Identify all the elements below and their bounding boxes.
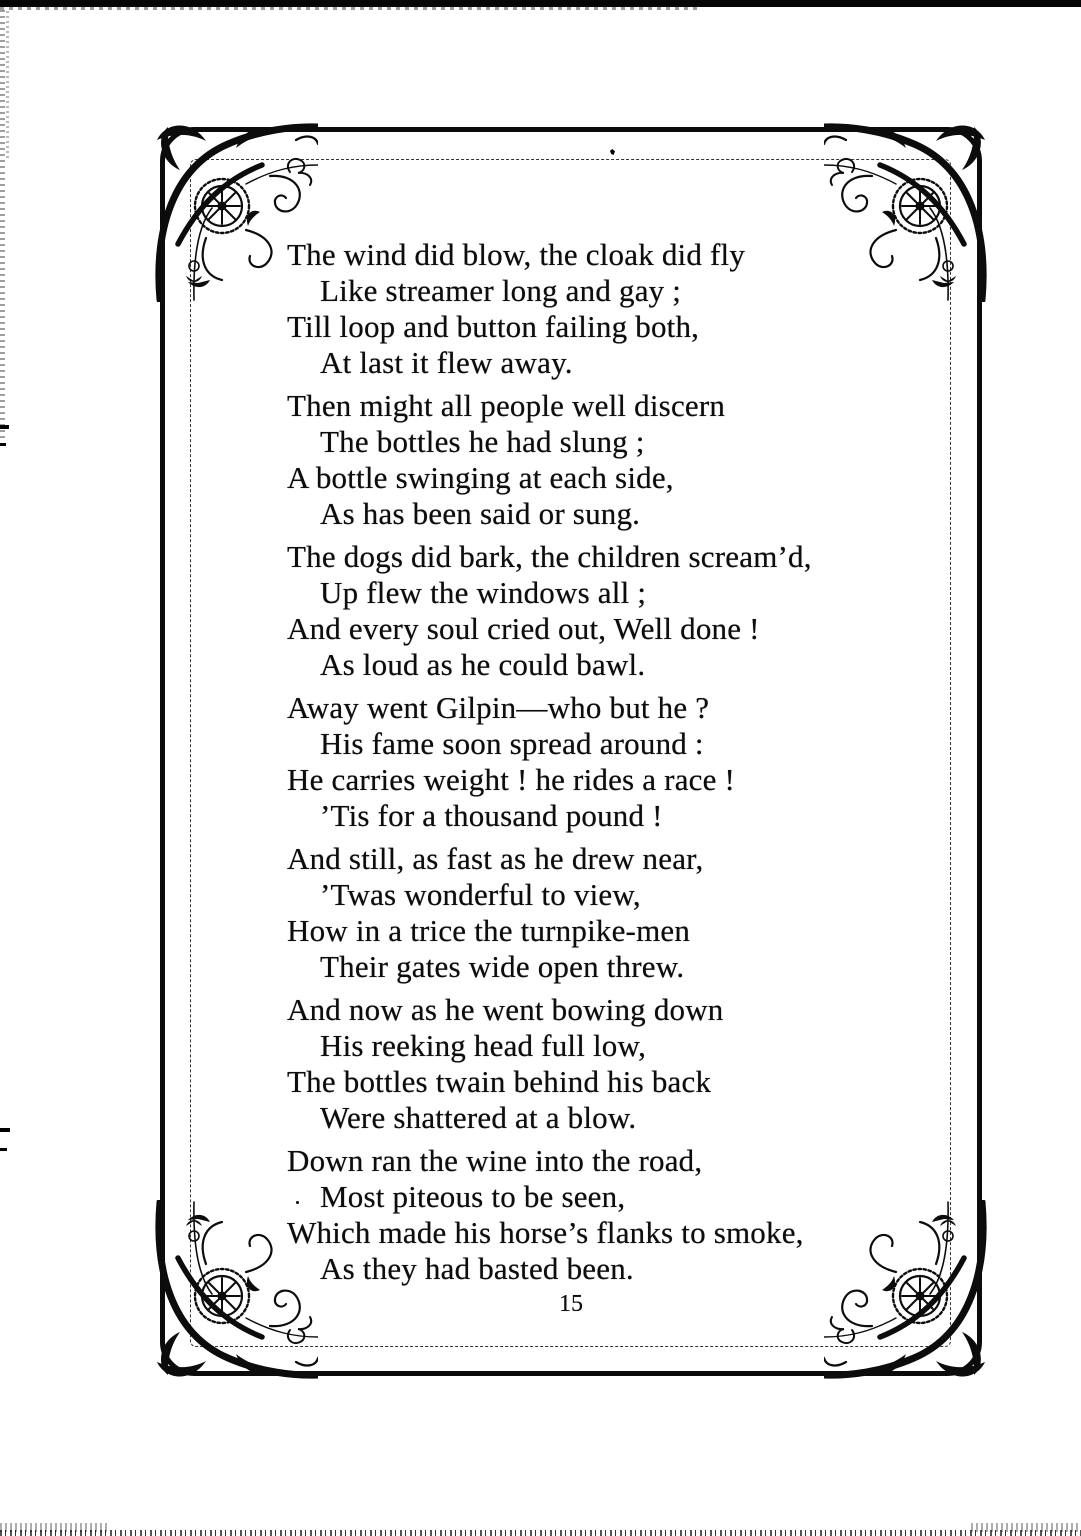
poem-line: ’Twas wonderful to view, bbox=[320, 877, 641, 912]
poem-line: ’Tis for a thousand pound ! bbox=[320, 798, 663, 833]
poem-stanza bbox=[287, 992, 812, 1136]
scan-speck bbox=[0, 1128, 10, 1132]
scan-edge-artifact-top bbox=[0, 7, 700, 10]
poem-line: Most piteous to be seen, bbox=[320, 1179, 626, 1214]
scan-edge-artifact-left bbox=[6, 8, 9, 158]
scan-speck bbox=[0, 1148, 7, 1151]
scan-speck bbox=[0, 425, 9, 429]
poem-line: Their gates wide open threw. bbox=[320, 949, 685, 984]
poem-stanza bbox=[287, 237, 812, 381]
poem-line: And every soul cried out, Well done ! bbox=[287, 611, 760, 646]
poem-line: As loud as he could bawl. bbox=[320, 647, 646, 682]
poem-line: Till loop and button failing both, bbox=[287, 309, 700, 344]
scan-edge-artifact-left bbox=[0, 8, 5, 438]
poem-line: Away went Gilpin—who but he ? bbox=[287, 690, 710, 725]
poem-stanza bbox=[287, 690, 812, 834]
poem-line: Which made his horse’s flanks to smoke, bbox=[287, 1215, 804, 1250]
poem-line: Then might all people well discern bbox=[287, 388, 726, 423]
poem-line: How in a trice the turnpike-men bbox=[287, 913, 691, 948]
poem-text bbox=[287, 237, 812, 1294]
poem-line: The bottles twain behind his back bbox=[287, 1064, 712, 1099]
scan-edge-artifact-top bbox=[0, 0, 1081, 7]
poem-stanza bbox=[287, 1143, 812, 1287]
poem-line: Down ran the wine into the road, bbox=[287, 1143, 703, 1178]
poem-line: His fame soon spread around : bbox=[320, 726, 704, 761]
poem-stanza bbox=[287, 539, 812, 683]
poem-stanza bbox=[287, 388, 812, 532]
scan-edge-artifact-bottom bbox=[0, 1523, 110, 1532]
poem-line: And now as he went bowing down bbox=[287, 992, 724, 1027]
poem-line: And still, as fast as he drew near, bbox=[287, 841, 704, 876]
scan-edge-artifact-bottom bbox=[0, 1530, 1081, 1536]
poem-line: As has been said or sung. bbox=[320, 496, 641, 531]
poem-line: The dogs did bark, the children scream’d, bbox=[287, 539, 812, 574]
poem-line: The bottles he had slung ; bbox=[320, 424, 645, 459]
poem-line: At last it flew away. bbox=[320, 345, 573, 380]
poem-line: He carries weight ! he rides a race ! bbox=[287, 762, 736, 797]
poem-line: As they had basted been. bbox=[320, 1251, 634, 1286]
poem-line: Up flew the windows all ; bbox=[320, 575, 647, 610]
scan-edge-artifact-bottom bbox=[971, 1523, 1081, 1532]
poem-line: Like streamer long and gay ; bbox=[320, 273, 682, 308]
scan-speck bbox=[0, 443, 6, 446]
poem-line: Were shattered at a blow. bbox=[320, 1100, 637, 1135]
poem-line: The wind did blow, the cloak did fly bbox=[287, 237, 746, 272]
page-number: 15 bbox=[559, 1291, 583, 1317]
floral-corner-ornament-top-right bbox=[824, 110, 994, 302]
poem-line: A bottle swinging at each side, bbox=[287, 460, 674, 495]
poem-stanza bbox=[287, 841, 812, 985]
poem-line: His reeking head full low, bbox=[320, 1028, 647, 1063]
